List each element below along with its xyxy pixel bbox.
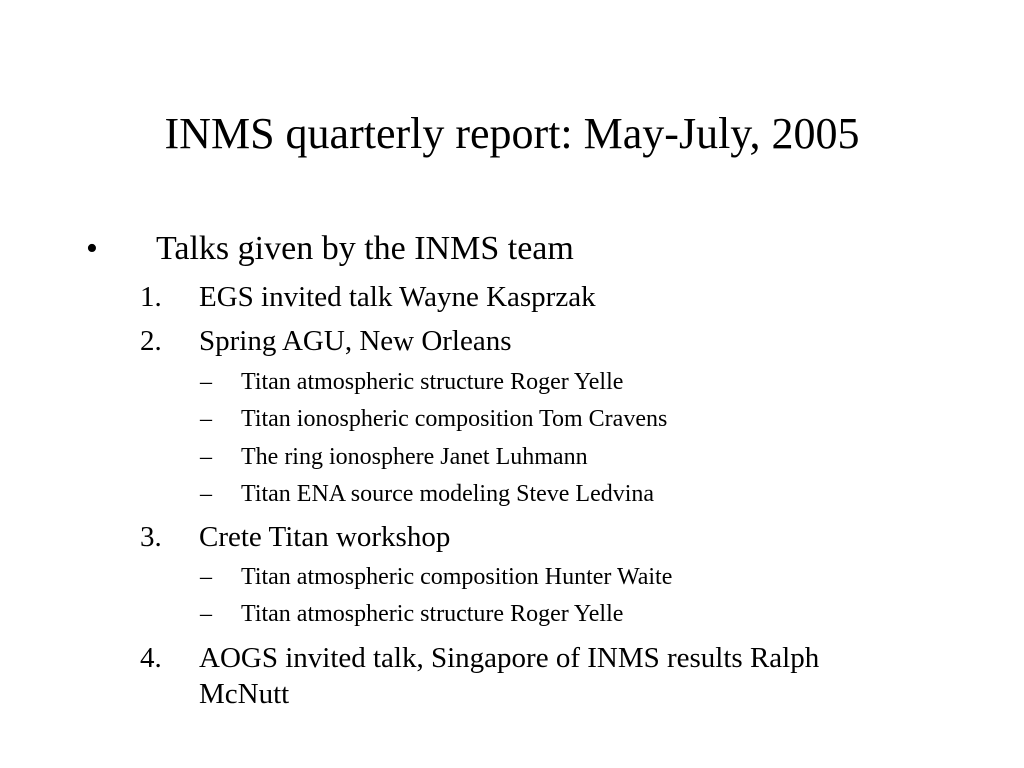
list-number: 1. (140, 281, 162, 313)
sub-item-text: Titan atmospheric structure Roger Yelle (241, 369, 624, 395)
list-item-text-continued: McNutt (199, 678, 290, 710)
list-number: 4. (140, 642, 162, 674)
dash-marker: – (200, 369, 212, 395)
list-item-text: Spring AGU, New Orleans (199, 325, 512, 357)
sub-item (0, 479, 1024, 509)
bullet-marker: • (86, 230, 98, 267)
list-item-text: Crete Titan workshop (199, 521, 451, 553)
sub-item-text: Titan atmospheric composition Hunter Waite (241, 564, 673, 590)
dash-marker: – (200, 481, 212, 507)
dash-marker: – (200, 601, 212, 627)
sub-item-text: Titan ENA source modeling Steve Ledvina (241, 481, 655, 507)
list-item-continuation (0, 676, 1024, 712)
dash-marker: – (200, 406, 212, 432)
sub-item-text: Titan ionospheric composition Tom Cravens (241, 406, 668, 432)
sub-item (0, 599, 1024, 629)
list-item (0, 519, 1024, 555)
list-item-text: EGS invited talk Wayne Kasprzak (199, 281, 596, 313)
list-number: 3. (140, 521, 162, 553)
sub-item-text: Titan atmospheric structure Roger Yelle (241, 601, 624, 627)
bullet-text: Talks given by the INMS team (156, 230, 574, 267)
dash-marker: – (200, 564, 212, 590)
sub-item (0, 562, 1024, 592)
sub-item-text: The ring ionosphere Janet Luhmann (241, 444, 588, 470)
list-item-text: AOGS invited talk, Singapore of INMS results Ralph (199, 642, 820, 674)
sub-item (0, 367, 1024, 397)
list-number: 2. (140, 325, 162, 357)
sub-item (0, 404, 1024, 434)
slide-title: INMS quarterly report: May-July, 2005 (164, 109, 860, 158)
sub-item (0, 442, 1024, 472)
list-item (0, 279, 1024, 315)
bullet-talks (0, 229, 1024, 269)
list-item (0, 640, 1024, 676)
list-item (0, 323, 1024, 359)
dash-marker: – (200, 444, 212, 470)
